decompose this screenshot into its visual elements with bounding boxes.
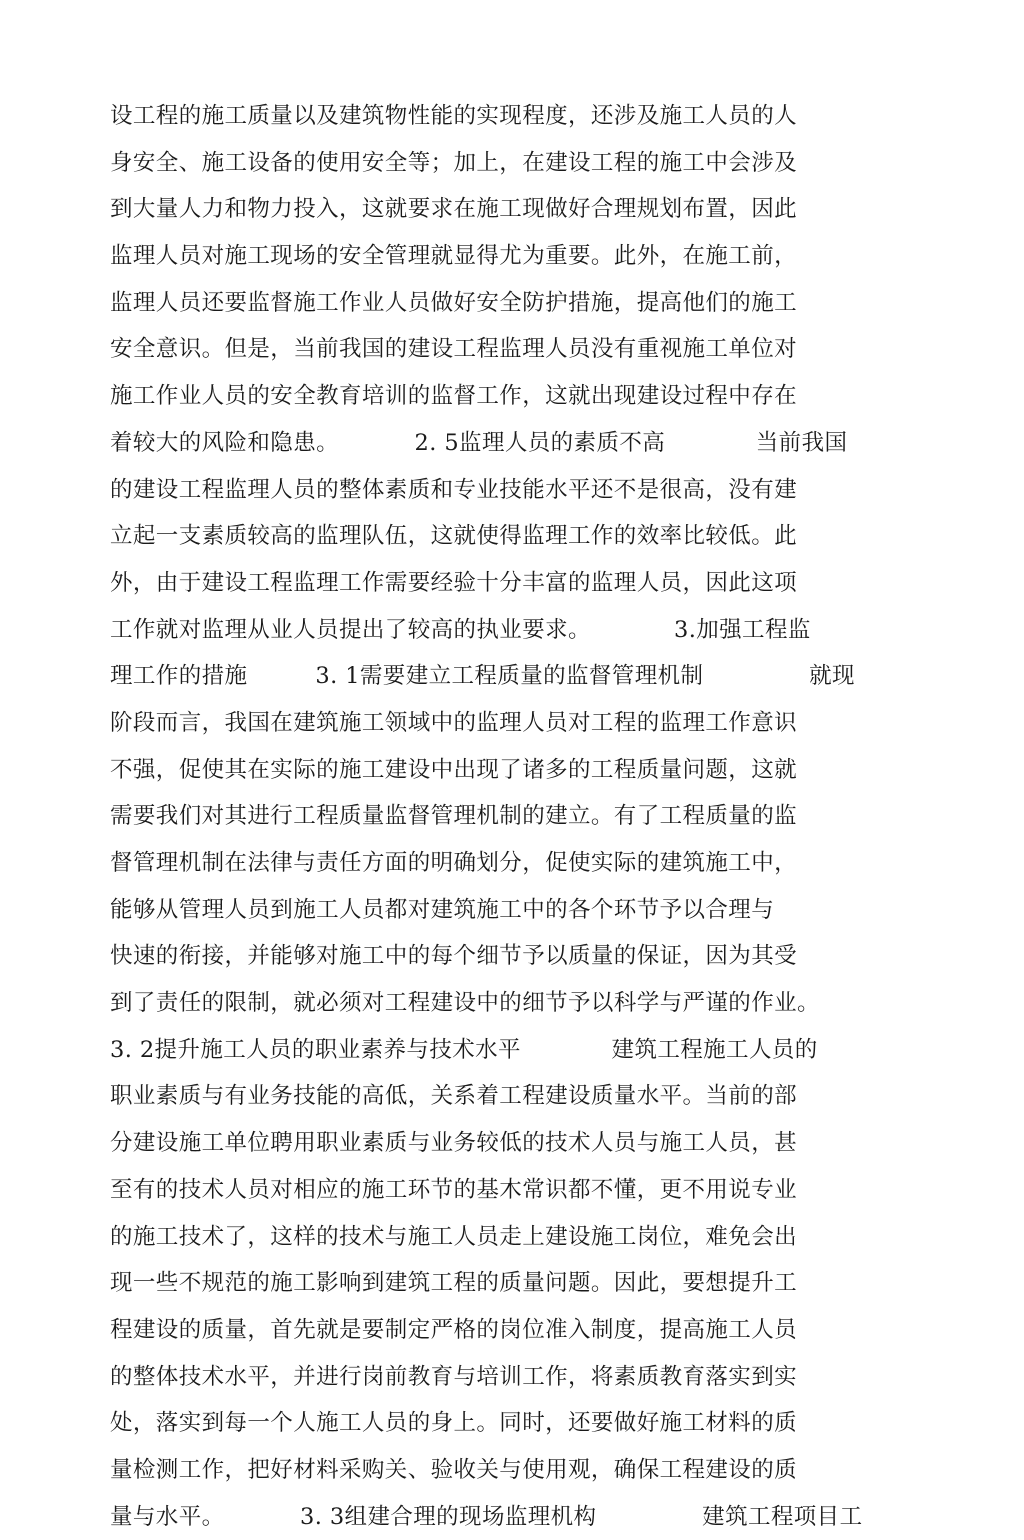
text-line: 量与水平。 3. 3组建合理的现场监理机构 建筑工程项目工 [110, 1503, 863, 1530]
text-line: 监理人员还要监督施工作业人员做好安全防护措施，提高他们的施工 [110, 289, 798, 316]
text-line: 设工程的施工质量以及建筑物性能的实现程度，还涉及施工人员的人 [110, 103, 798, 129]
text-line: 的整体技术水平，并进行岗前教育与培训工作，将素质教育落实到实 [110, 1363, 798, 1390]
text-line: 能够从管理人员到施工人员都对建筑施工中的各个环节予以合理与 [110, 896, 775, 923]
text-line: 到了责任的限制，就必须对工程建设中的细节予以科学与严谨的作业。 [110, 990, 820, 1017]
text-line: 阶段而言，我国在建筑施工领域中的监理人员对工程的监理工作意识 [110, 709, 798, 736]
text-line: 程建设的质量，首先就是要制定严格的岗位准入制度，提高施工人员 [110, 1316, 798, 1343]
text-line: 的施工技术了，这样的技术与施工人员走上建设施工岗位，难免会出 [110, 1223, 798, 1250]
text-line: 快速的衔接，并能够对施工中的每个细节予以质量的保证，因为其受 [110, 943, 798, 970]
text-line: 3. 2提升施工人员的职业素养与技术水平 建筑工程施工人员的 [110, 1036, 818, 1063]
text-line: 需要我们对其进行工程质量监督管理机制的建立。有了工程质量的监 [110, 803, 798, 830]
text-line: 安全意识。但是，当前我国的建设工程监理人员没有重视施工单位对 [110, 336, 798, 363]
text-line: 不强，促使其在实际的施工建设中出现了诸多的工程质量问题，这就 [110, 756, 798, 783]
text-line: 的建设工程监理人员的整体素质和专业技能水平还不是很高，没有建 [110, 476, 798, 503]
text-line: 理工作的措施 3. 1需要建立工程质量的监督管理机制 就现 [110, 663, 855, 690]
text-line: 处，落实到每一个人施工人员的身上。同时，还要做好施工材料的质 [110, 1410, 798, 1437]
text-line: 职业素质与有业务技能的高低，关系着工程建设质量水平。当前的部 [110, 1083, 798, 1110]
text-line: 着较大的风险和隐患。 2. 5监理人员的素质不高 当前我国 [110, 429, 848, 456]
text-line: 分建设施工单位聘用职业素质与业务较低的技术人员与施工人员，甚 [110, 1130, 798, 1157]
text-line: 到大量人力和物力投入，这就要求在施工现做好合理规划布置，因此 [110, 196, 798, 223]
text-line: 身安全、施工设备的使用安全等；加上，在建设工程的施工中会涉及 [110, 149, 798, 176]
text-line: 督管理机制在法律与责任方面的明确划分，促使实际的建筑施工中， [110, 850, 798, 876]
text-line: 施工作业人员的安全教育培训的监督工作，这就出现建设过程中存在 [110, 383, 798, 410]
text-line: 量检测工作，把好材料采购关、验收关与使用观，确保工程建设的质 [110, 1456, 798, 1483]
text-line: 外，由于建设工程监理工作需要经验十分丰富的监理人员，因此这项 [110, 569, 798, 596]
text-line: 至有的技术人员对相应的施工环节的基木常识都不懂，更不用说专业 [110, 1176, 798, 1203]
text-line: 现一些不规范的施工影响到建筑工程的质量问题。因此，要想提升工 [110, 1270, 798, 1297]
text-line: 立起一支素质较高的监理队伍，这就使得监理工作的效率比较低。此 [110, 523, 798, 550]
body-text [110, 93, 900, 1540]
text-line: 工作就对监理从业人员提出了较高的执业要求。 3.加强工程监 [110, 616, 811, 643]
text-line: 监理人员对施工现场的安全管理就显得尤为重要。此外，在施工前， [110, 243, 798, 270]
